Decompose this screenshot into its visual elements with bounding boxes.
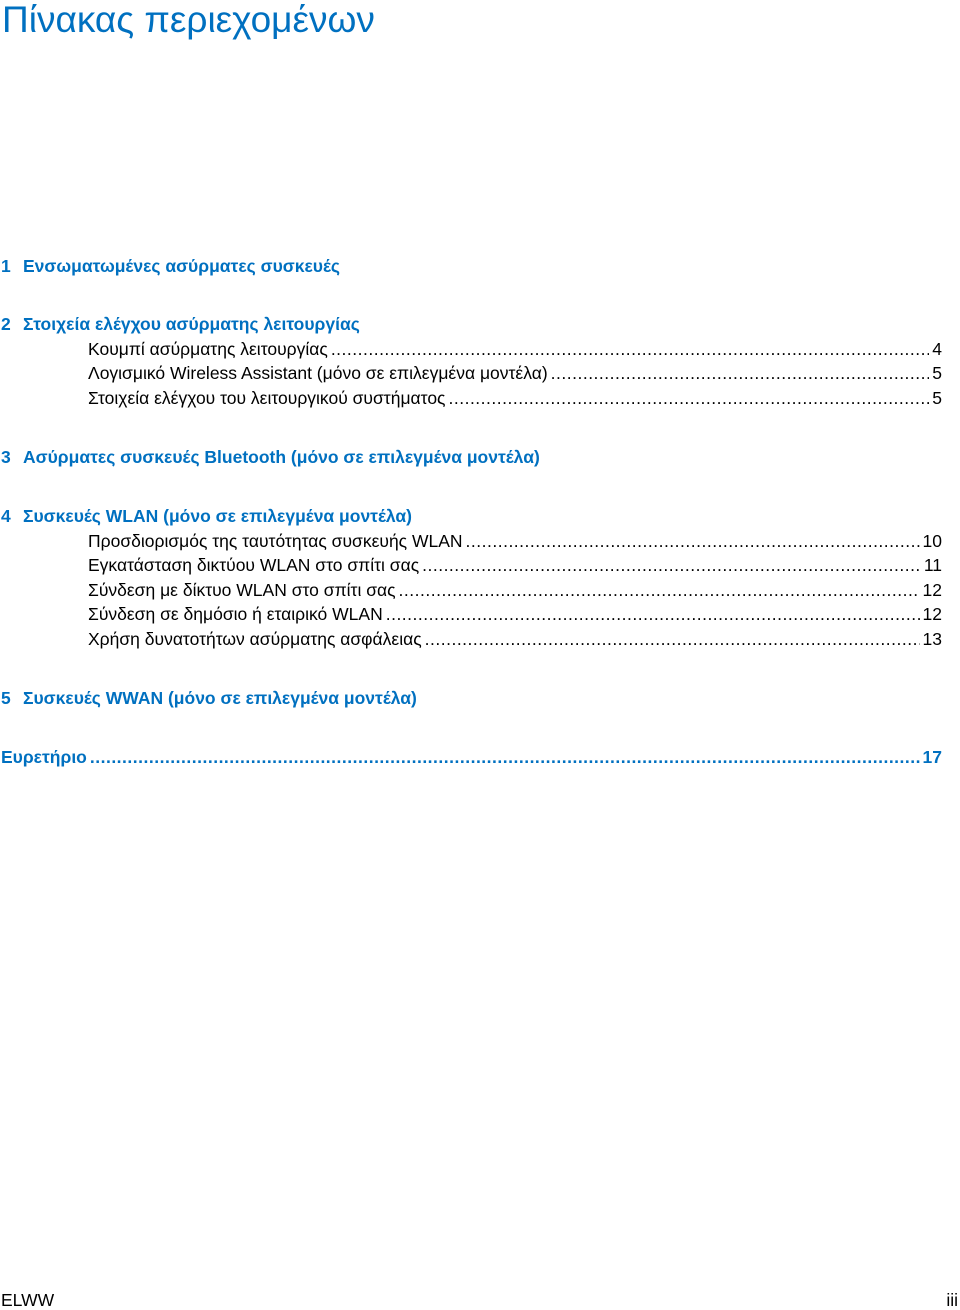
toc-page-number: 12 [922,604,942,624]
toc-page-number: 12 [922,580,942,600]
dot-leader [425,628,920,650]
toc-chapter-4[interactable] [0,505,412,527]
toc-page-number: 5 [932,363,942,383]
chapter-number: 1 [1,256,11,276]
chapter-title: Ασύρματες συσκευές Bluetooth (μόνο σε επιλεγμένα μοντέλα) [23,447,540,467]
toc-entry-label: Κουμπί ασύρματης λειτουργίας [88,339,328,359]
toc-entry-label: Σύνδεση με δίκτυο WLAN στο σπίτι σας [88,580,396,600]
toc-entry[interactable] [88,387,942,409]
toc-entry-label: Λογισμικό Wireless Assistant (μόνο σε επιλεγμένα μοντέλα) [88,363,548,383]
toc-entry-label: Εγκατάσταση δικτύου WLAN στο σπίτι σας [88,555,420,575]
dot-leader [386,603,920,625]
footer-page-number: iii [946,1290,958,1310]
dot-leader [422,554,921,576]
chapter-title: Στοιχεία ελέγχου ασύρματης λειτουργίας [23,314,360,334]
chapter-number: 4 [1,506,11,526]
toc-page-number: 17 [922,747,942,767]
toc-chapter-1[interactable] [0,255,340,277]
toc-entry-label: Προσδιορισμός της ταυτότητας συσκευής WLAN [88,531,463,551]
chapter-title: Συσκευές WWAN (μόνο σε επιλεγμένα μοντέλα) [23,688,417,708]
page-title: Πίνακας περιεχομένων [2,0,375,40]
toc-page-number: 11 [923,555,942,575]
toc-entry[interactable] [88,628,942,650]
dot-leader [331,338,929,360]
toc-entry[interactable] [88,579,942,601]
chapter-number: 3 [1,447,11,467]
toc-page-number: 4 [932,339,942,359]
chapter-title: Ενσωματωμένες ασύρματες συσκευές [23,256,340,276]
toc-entry-label: Χρήση δυνατοτήτων ασύρματης ασφάλειας [88,629,422,649]
toc-chapter-2[interactable] [0,313,360,335]
dot-leader [449,387,930,409]
toc-entry-label: Στοιχεία ελέγχου του λειτουργικού συστήματος [88,388,446,408]
toc-chapter-3[interactable] [0,446,540,468]
toc-entry[interactable] [88,362,942,384]
dot-leader [551,362,930,384]
dot-leader [90,746,920,768]
dot-leader [399,579,920,601]
dot-leader [466,530,920,552]
toc-page-number: 5 [932,388,942,408]
toc-index[interactable] [1,746,942,768]
toc-entry[interactable] [88,530,942,552]
toc-chapter-5[interactable] [0,687,417,709]
chapter-title: Συσκευές WLAN (μόνο σε επιλεγμένα μοντέλα) [23,506,412,526]
toc-page-number: 13 [922,629,942,649]
footer-doc-code: ELWW [1,1290,55,1310]
chapter-number: 5 [1,688,11,708]
toc-entry[interactable] [88,603,942,625]
toc-page-number: 10 [922,531,942,551]
toc-entry-label: Σύνδεση σε δημόσιο ή εταιρικό WLAN [88,604,383,624]
toc-entry[interactable] [88,338,942,360]
toc-index-label: Ευρετήριο [1,747,87,767]
toc-entry[interactable] [88,554,942,576]
chapter-number: 2 [1,314,11,334]
